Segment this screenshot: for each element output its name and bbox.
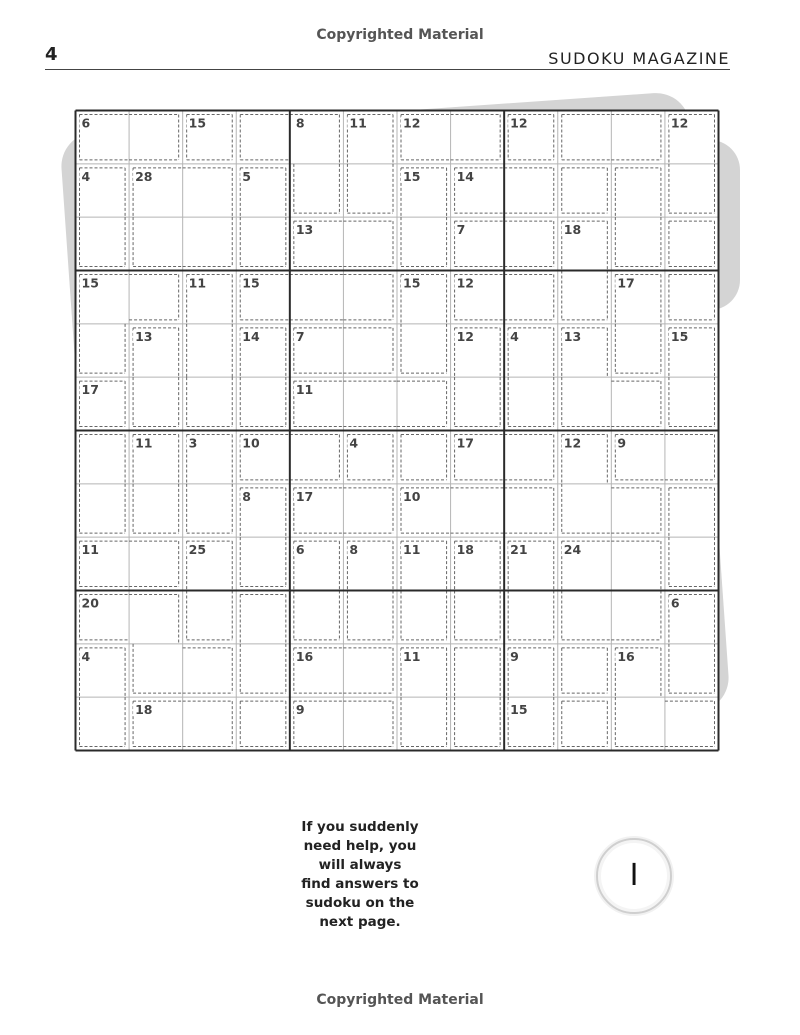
help-line: find answers to bbox=[301, 876, 419, 892]
cage-sum: 4 bbox=[349, 435, 359, 451]
cage-sum: 11 bbox=[403, 542, 421, 558]
help-note bbox=[280, 818, 440, 932]
cage-sum: 15 bbox=[188, 115, 207, 131]
cage-sum: 4 bbox=[81, 648, 91, 664]
difficulty-level: I bbox=[629, 858, 639, 893]
cage-sum: 15 bbox=[510, 702, 528, 718]
magazine-title: SUDOKU MAGAZINE bbox=[548, 49, 730, 68]
cage-sum: 13 bbox=[135, 328, 153, 344]
cage-sum: 12 bbox=[510, 115, 528, 131]
cage-sum: 15 bbox=[81, 275, 99, 291]
cage-sum: 9 bbox=[295, 702, 305, 718]
cage-sum: 18 bbox=[135, 702, 153, 718]
cage-sum: 17 bbox=[295, 488, 314, 504]
cage-sum: 13 bbox=[563, 328, 582, 344]
cage-sum: 13 bbox=[295, 222, 314, 238]
cage-sum: 18 bbox=[563, 222, 582, 238]
difficulty-badge bbox=[596, 838, 672, 914]
cage-sum: 15 bbox=[242, 275, 260, 291]
help-line: will always bbox=[318, 857, 402, 873]
killer-sudoku-grid[interactable] bbox=[74, 109, 720, 752]
cage-sum: 11 bbox=[188, 275, 207, 291]
cage-sum: 6 bbox=[81, 115, 91, 131]
cage-sum: 4 bbox=[510, 328, 519, 344]
copyright-top: Copyrighted Material bbox=[316, 27, 484, 43]
help-line: next page. bbox=[319, 914, 401, 930]
cage-sum: 12 bbox=[456, 328, 474, 344]
cage-sum: 18 bbox=[456, 542, 474, 558]
cage-sum: 5 bbox=[242, 168, 251, 184]
cage-sum: 8 bbox=[295, 115, 305, 131]
cage-sum: 20 bbox=[81, 595, 99, 611]
cage-sum: 28 bbox=[135, 168, 153, 184]
cage-sum: 7 bbox=[295, 328, 305, 344]
cage-sum: 11 bbox=[81, 542, 99, 558]
cage-sum: 24 bbox=[563, 542, 582, 558]
cage-sum: 15 bbox=[403, 275, 421, 291]
cage-sum: 12 bbox=[563, 435, 582, 451]
cage-sum: 9 bbox=[510, 648, 519, 664]
cage-sum: 17 bbox=[617, 275, 635, 291]
cage-sum: 11 bbox=[295, 382, 314, 398]
cage-sum: 11 bbox=[349, 115, 367, 131]
cage-sum: 7 bbox=[456, 222, 466, 238]
cage-sum: 4 bbox=[81, 168, 91, 184]
cage-sum: 10 bbox=[403, 488, 421, 504]
cage-sum: 10 bbox=[242, 435, 260, 451]
cage-sum: 9 bbox=[617, 435, 627, 451]
cage-sum: 14 bbox=[456, 168, 474, 184]
cage-sum: 12 bbox=[403, 115, 421, 131]
help-line: If you suddenly bbox=[301, 819, 419, 835]
cage-sum: 25 bbox=[188, 542, 207, 558]
cage-sum: 16 bbox=[617, 648, 635, 664]
cage-sum: 15 bbox=[670, 328, 689, 344]
cage-sum: 21 bbox=[510, 542, 528, 558]
help-line: need help, you bbox=[303, 838, 417, 854]
cage-sum: 8 bbox=[242, 488, 251, 504]
cage-sum: 16 bbox=[295, 648, 314, 664]
cage-sum: 14 bbox=[242, 328, 260, 344]
cage-sum: 3 bbox=[188, 435, 198, 451]
header-divider bbox=[45, 69, 730, 70]
cage-sum: 6 bbox=[670, 595, 680, 611]
cage-sum: 11 bbox=[135, 435, 153, 451]
help-line: sudoku on the bbox=[305, 895, 415, 911]
cage-sum: 8 bbox=[349, 542, 359, 558]
cage-sum: 12 bbox=[670, 115, 689, 131]
copyright-bottom: Copyrighted Material bbox=[316, 992, 484, 1008]
page-number: 4 bbox=[45, 44, 58, 65]
cage-sum: 17 bbox=[456, 435, 474, 451]
cage-sum: 15 bbox=[403, 168, 421, 184]
cage-sum: 11 bbox=[403, 648, 421, 664]
cage-sum: 17 bbox=[81, 382, 99, 398]
cage-sum: 6 bbox=[295, 542, 305, 558]
cage-sum: 12 bbox=[456, 275, 474, 291]
puzzle-canvas bbox=[74, 109, 720, 752]
